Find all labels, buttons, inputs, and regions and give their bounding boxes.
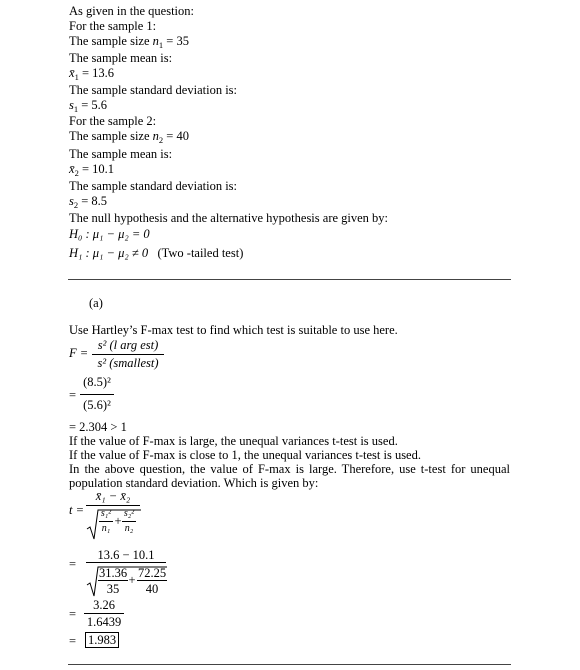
eq-sign-1: = [69,388,77,402]
eq-sign-2: = [69,557,77,571]
rule-large: If the value of F-max is large, the unequal variances t-test is used. [69,434,398,448]
sample1-mean-label: The sample mean is: [69,51,173,65]
t-den-bar2 [122,521,136,522]
eq-sign-3: = [69,607,77,621]
step1-d2-bar [137,580,167,581]
t-den-s2: s₂² [123,508,135,519]
bottom-divider [68,664,511,665]
step1-fraction-bar [86,562,166,563]
sample2-size: The sample size $n_2 = 40$ [69,129,189,145]
sample2-mean-label: The sample mean is: [69,147,173,161]
part-a-label: (a) [89,296,103,310]
sample2-heading: For the sample 2: [69,114,157,128]
step1-plus: + [128,573,136,587]
t-den-n1: n₁ [101,523,111,534]
ratio-denominator: (5.6)² [83,398,111,412]
eq-sign-4: = [69,634,77,648]
ratio-bar [80,394,114,395]
t-lhs: t = [69,503,85,517]
f-denominator: s² (smallest) [97,356,159,370]
section-divider [68,279,511,280]
intro-text: As given in the question: [69,4,194,18]
alt-hypothesis: H₁ : μ₁ − μ₂ ≠ 0 (Two -tailed test) [69,246,244,260]
sample1-sd-value: $s_1 = 5.6$ [69,98,108,114]
sample1-mean-value: $x̄_1 = 13.6$ [69,66,114,82]
sample2-sd-value: $s_2 = 8.5$ [69,194,108,210]
step2-numerator: 3.26 [93,598,115,612]
sample2-mean-value: $x̄_2 = 10.1$ [69,162,114,178]
null-hypothesis: H₀ : μ₁ − μ₂ = 0 [69,227,150,241]
conclusion-text: In the above question, the value of F-max is large. Therefore, use t-test for unequal population standard deviation. Which is given by: [69,462,510,490]
f-lhs: F = [69,346,89,360]
ratio-numerator: (8.5)² [83,375,111,389]
sample1-sd-label: The sample standard deviation is: [69,83,238,97]
step1-d1: 31.36 [98,566,128,580]
step1-d2: 72.25 [137,566,167,580]
step1-numerator: 13.6 − 10.1 [97,548,155,562]
hartley-intro: Use Hartley’s F-max test to find which test is suitable to use here. [69,323,398,337]
final-answer-box: 1.983 [85,632,119,648]
f-numerator: s² (l arg est) [97,338,159,352]
t-den-n2: n₂ [124,523,134,534]
t-den-s1: s₁² [100,508,112,519]
t-den-plus: + [114,514,122,528]
sample1-size: The sample size $n_1 = 35$ [69,34,189,50]
sample2-sd-label: The sample standard deviation is: [69,179,238,193]
t-den-bar1 [99,521,113,522]
sample1-heading: For the sample 1: [69,19,157,33]
step2-denominator: 1.6439 [86,615,122,629]
f-fraction-bar [92,354,164,355]
t-numerator: x̄₁ − x̄₂ [95,489,131,503]
step1-d1-bar [98,580,128,581]
rule-close: If the value of F-max is close to 1, the unequal variances t-test is used. [69,448,421,462]
f-result: = 2.304 > 1 [69,420,127,434]
step1-d2b: 40 [145,582,159,596]
step2-fraction-bar [84,613,124,614]
hypothesis-label: The null hypothesis and the alternative hypothesis are given by: [69,211,389,225]
t-fraction-bar [86,505,140,506]
step1-d1b: 35 [106,582,120,596]
